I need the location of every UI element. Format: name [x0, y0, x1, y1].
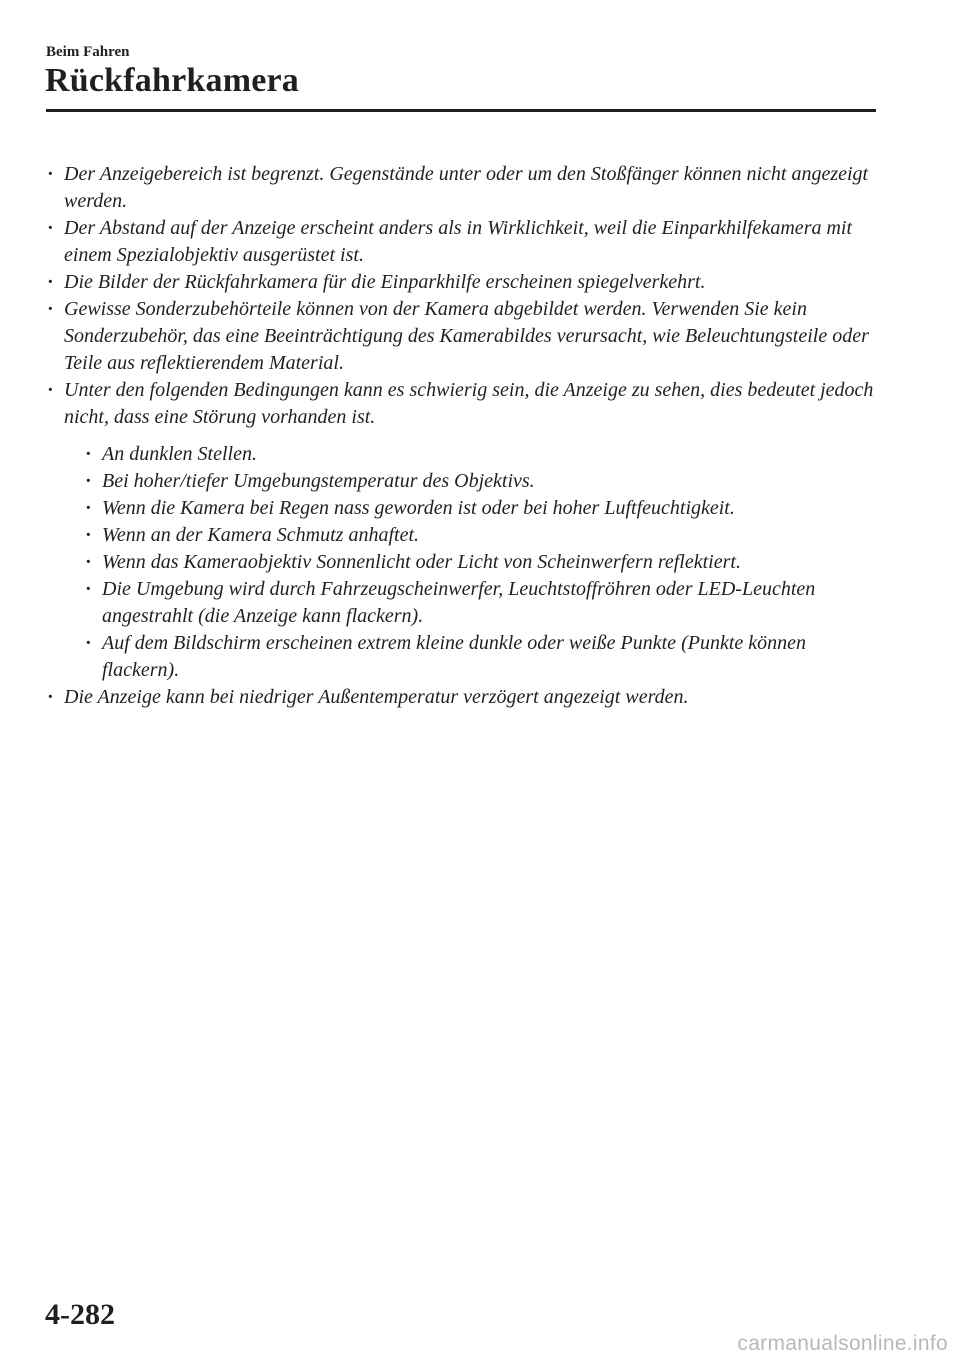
watermark: carmanualsonline.info — [737, 1332, 948, 1355]
notes-list — [46, 161, 886, 711]
title-divider — [46, 109, 876, 112]
condition-item: · Auf dem Bildschirm erscheinen extrem kleine dunkle oder weiße Punkte (Punkte können flackern). — [84, 630, 886, 684]
list-item: · Die Anzeige kann bei niedriger Außentemperatur verzögert angezeigt werden. — [46, 684, 886, 711]
condition-item: · Bei hoher/tiefer Umgebungstemperatur des Objektivs. — [84, 468, 886, 495]
notes-content — [46, 161, 886, 711]
list-item: · Die Bilder der Rückfahrkamera für die Einparkhilfe erscheinen spiegelverkehrt. — [46, 269, 886, 296]
page-title: Rückfahrkamera — [45, 62, 299, 99]
page-number: 4-282 — [45, 1298, 115, 1331]
condition-item: · Wenn an der Kamera Schmutz anhaftet. — [84, 522, 886, 549]
list-item: · Der Anzeigebereich ist begrenzt. Gegenstände unter oder um den Stoßfänger können nicht angezeigt werden. — [46, 161, 886, 215]
conditions-list — [84, 441, 886, 684]
list-item-text: Unter den folgenden Bedingungen kann es schwierig sein, die Anzeige zu sehen, dies bedeutet jedoch nicht, dass eine Störung vorhanden ist. — [64, 379, 874, 428]
condition-item: · Wenn das Kameraobjektiv Sonnenlicht oder Licht von Scheinwerfern reflektiert. — [84, 549, 886, 576]
condition-item: · Die Umgebung wird durch Fahrzeugscheinwerfer, Leuchtstoffröhren oder LED-Leuchten angestrahlt (die Anzeige kann flackern). — [84, 576, 886, 630]
list-item-with-conditions — [46, 377, 886, 684]
section-label: Beim Fahren — [46, 44, 130, 60]
condition-item: · An dunklen Stellen. — [84, 441, 886, 468]
condition-item: · Wenn die Kamera bei Regen nass geworden ist oder bei hoher Luftfeuchtigkeit. — [84, 495, 886, 522]
list-item: · Gewisse Sonderzubehörteile können von der Kamera abgebildet werden. Verwenden Sie kein Sonderzubehör, das eine Beeinträchtigung des Kamerabildes verursacht, wie Beleuchtungsteile oder Teile aus reflektierendem Material. — [46, 296, 886, 377]
list-item: · Der Abstand auf der Anzeige erscheint anders als in Wirklichkeit, weil die Einparkhilfekamera mit einem Spezialobjektiv ausgerüstet ist. — [46, 215, 886, 269]
